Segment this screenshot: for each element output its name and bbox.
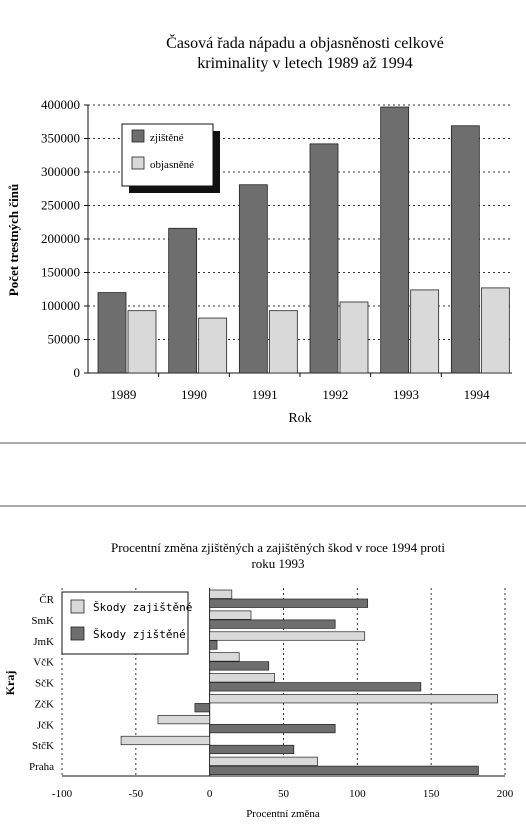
chart2-y-tick-label: Praha (28, 761, 54, 774)
chart2-legend-swatch (71, 600, 84, 613)
chart2-x-tick-label: 200 (496, 788, 514, 800)
chart2-y-tick-label: StčK (32, 740, 54, 753)
chart2-x-tick-labels (52, 788, 514, 800)
chart1-title-line2: kriminality v letech 1989 až 1994 (197, 55, 413, 72)
chart2-bar-skody-zjistene (210, 683, 421, 692)
chart1-x-tick-label: 1989 (110, 387, 137, 402)
chart1-bar-objasnene (199, 318, 227, 373)
chart2-bar-skody-zjistene (210, 599, 368, 608)
chart1-bar-objasnene (481, 288, 509, 373)
chart2-x-tick-label: 150 (422, 788, 440, 800)
chart2-x-tick-label: 50 (278, 788, 289, 800)
chart2-bar-skody-zjistene (195, 703, 210, 712)
chart-damage-percent-change (3, 540, 514, 820)
chart2-legend-label: Škody zjištěné (93, 628, 186, 641)
chart1-bar-zjistene (239, 185, 267, 373)
chart1-x-tick-label: 1994 (463, 387, 490, 402)
chart2-legend-label: Škody zajištěné (93, 601, 193, 614)
chart1-bar-zjistene (381, 107, 409, 373)
chart1-legend (122, 124, 220, 193)
chart1-legend-label: zjištěné (150, 132, 184, 144)
chart1-bar-objasnene (411, 290, 439, 373)
chart2-bar-skody-zajistene (210, 674, 275, 683)
chart2-bar-skody-zajistene (121, 736, 210, 745)
chart2-y-tick-label: SčK (35, 677, 54, 690)
chart2-ylabel: Kraj (3, 670, 17, 696)
chart2-y-tick-label: ZčK (34, 698, 54, 711)
chart1-title-line1: Časová řada nápadu a objasněnosti celkové (166, 35, 444, 52)
chart2-y-tick-label: JmK (33, 635, 54, 648)
chart1-y-tick-label: 400000 (41, 97, 80, 112)
chart1-legend-swatch (132, 130, 144, 142)
chart1-x-tick-label: 1991 (251, 387, 278, 402)
chart2-x-tick-label: -50 (128, 788, 144, 800)
chart1-xlabel: Rok (288, 411, 312, 426)
chart2-y-tick-label: SmK (31, 614, 54, 627)
chart1-bar-objasnene (128, 311, 156, 373)
chart1-bar-objasnene (340, 302, 368, 373)
chart2-legend-swatch (71, 627, 84, 640)
chart2-bar-skody-zajistene (210, 632, 365, 641)
chart1-bar-objasnene (269, 311, 297, 373)
chart1-y-tick-label: 200000 (41, 231, 80, 246)
chart1-legend-label: objasněné (150, 159, 194, 171)
chart2-xlabel: Procentní změna (246, 808, 320, 820)
chart1-x-tick-label: 1992 (322, 387, 349, 402)
chart2-bar-skody-zajistene (210, 694, 498, 703)
chart2-bar-skody-zajistene (210, 611, 251, 620)
chart1-y-tick-labels (41, 97, 80, 380)
chart2-y-tick-label: VčK (33, 656, 54, 669)
chart2-bar-skody-zjistene (210, 724, 336, 733)
chart-crime-time-series (6, 33, 512, 426)
chart2-y-tick-label: ČR (39, 594, 54, 606)
chart2-bar-skody-zjistene (210, 662, 269, 671)
chart2-bar-skody-zjistene (210, 766, 479, 775)
chart1-x-tick-label: 1990 (181, 387, 207, 402)
chart1-bar-zjistene (169, 228, 197, 373)
chart2-x-tick-label: -100 (51, 788, 73, 800)
chart2-y-tick-labels (29, 594, 55, 773)
chart2-bar-skody-zajistene (210, 653, 240, 662)
chart1-ylabel: Počet trestných činů (6, 183, 21, 297)
chart2-bar-skody-zajistene (158, 715, 210, 724)
chart1-y-tick-label: 150000 (41, 264, 80, 280)
chart2-x-tick-label: 0 (206, 788, 213, 800)
chart2-bar-skody-zajistene (210, 590, 232, 599)
chart1-bar-zjistene (451, 126, 479, 373)
chart2-title-line1: Procentní změna zjištěných a zajištěných škod v roce 1994 proti (111, 540, 445, 555)
chart2-legend (62, 592, 192, 654)
chart1-legend-swatch (132, 157, 144, 169)
chart1-y-tick-label: 0 (73, 365, 80, 380)
chart1-y-tick-label: 50000 (47, 331, 80, 347)
chart1-y-tick-label: 300000 (41, 164, 80, 179)
chart1-y-tick-label: 250000 (41, 197, 80, 213)
chart2-bar-skody-zjistene (210, 745, 294, 754)
chart1-x-tick-labels (110, 387, 490, 402)
chart2-title-line2: roku 1993 (251, 556, 305, 571)
chart2-x-tick-label: 100 (349, 788, 366, 800)
chart2-bar-skody-zjistene (210, 620, 336, 629)
chart2-y-tick-label: JčK (36, 719, 54, 732)
chart1-x-tick-label: 1993 (393, 387, 419, 402)
chart1-bar-zjistene (98, 293, 126, 373)
chart1-y-tick-label: 100000 (41, 298, 80, 313)
chart1-bar-zjistene (310, 144, 338, 373)
chart1-y-tick-label: 350000 (41, 130, 80, 146)
chart2-bar-skody-zajistene (210, 757, 318, 766)
chart2-bar-skody-zjistene (210, 641, 217, 650)
